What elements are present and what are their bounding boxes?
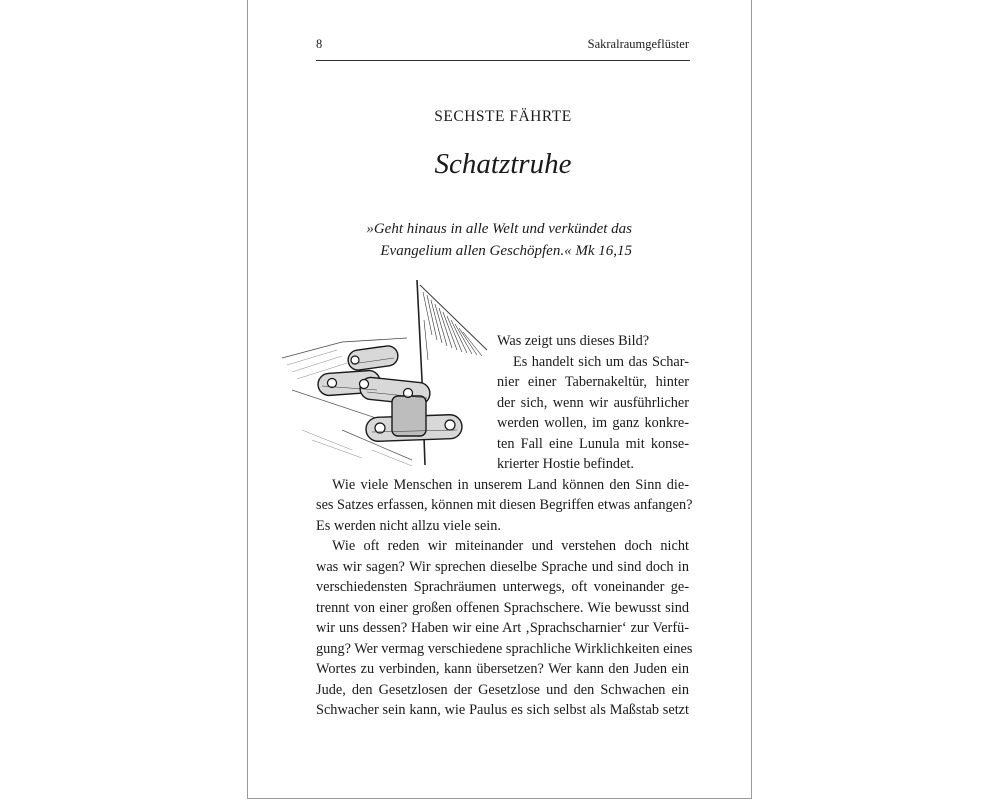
epigraph bbox=[316, 218, 632, 262]
text-line: Was zeigt uns dieses Bild? bbox=[497, 333, 650, 349]
text-line: Jude, den Gesetzlosen der Gesetzlose und den Schwachen ein bbox=[316, 681, 689, 698]
header-rule bbox=[316, 60, 690, 61]
text-line: was wir sagen? Wir sprechen dieselbe Sprache und sind doch in bbox=[316, 558, 689, 575]
text-line: der sich, wenn wir ausführlicher bbox=[497, 394, 689, 411]
text-line: Wortes zu verbinden, kann übersetzen? Wer kann den Juden ein bbox=[316, 661, 689, 677]
text-line: trennt von einer großen offenen Sprachschere. Wie bewusst sind bbox=[316, 599, 689, 616]
text-line: gung? Wer vermag verschiedene sprachliche Wirklichkeiten eines bbox=[316, 640, 693, 657]
text-line: verschiedensten Sprachräumen unterwegs, oft voneinander ge- bbox=[316, 579, 689, 595]
running-title: Sakralraumgeflüster bbox=[587, 37, 689, 51]
epigraph-line: Evangelium allen Geschöpfen.« Mk 16,15 bbox=[380, 243, 632, 259]
text-line: ses Satzes erfassen, können mit diesen Begriffen etwas anfangen? bbox=[316, 497, 693, 513]
text-line: werden wollen, im ganz konkre- bbox=[497, 415, 689, 431]
body-text bbox=[316, 331, 693, 721]
chapter-label: SECHSTE FÄHRTE bbox=[434, 108, 572, 125]
text-line: nier einer Tabernakeltür, hinter bbox=[497, 374, 689, 390]
text-line: Es werden nicht allzu viele sein. bbox=[316, 517, 502, 534]
text-line: krierter Hostie befindet. bbox=[497, 456, 634, 472]
epigraph-line: »Geht hinaus in alle Welt und verkündet das bbox=[366, 221, 632, 237]
running-head bbox=[316, 37, 689, 52]
text-line: wir uns dessen? Haben wir eine Art ‚Sprachscharnier‘ zur Verfü- bbox=[316, 620, 689, 636]
text-line: ten Fall eine Lunula mit konse- bbox=[497, 435, 689, 452]
text-line: Es handelt sich um das Schar- bbox=[513, 353, 689, 370]
text-line: Wie oft reden wir miteinander und verstehen doch nicht bbox=[332, 538, 689, 554]
page-number: 8 bbox=[316, 37, 323, 51]
chapter-title: Schatztruhe bbox=[434, 148, 572, 180]
text-line: Schwacher sein kann, wie Paulus es sich selbst als Maßstab setzt bbox=[316, 702, 689, 718]
text-line: Wie viele Menschen in unserem Land können den Sinn die- bbox=[332, 476, 689, 493]
